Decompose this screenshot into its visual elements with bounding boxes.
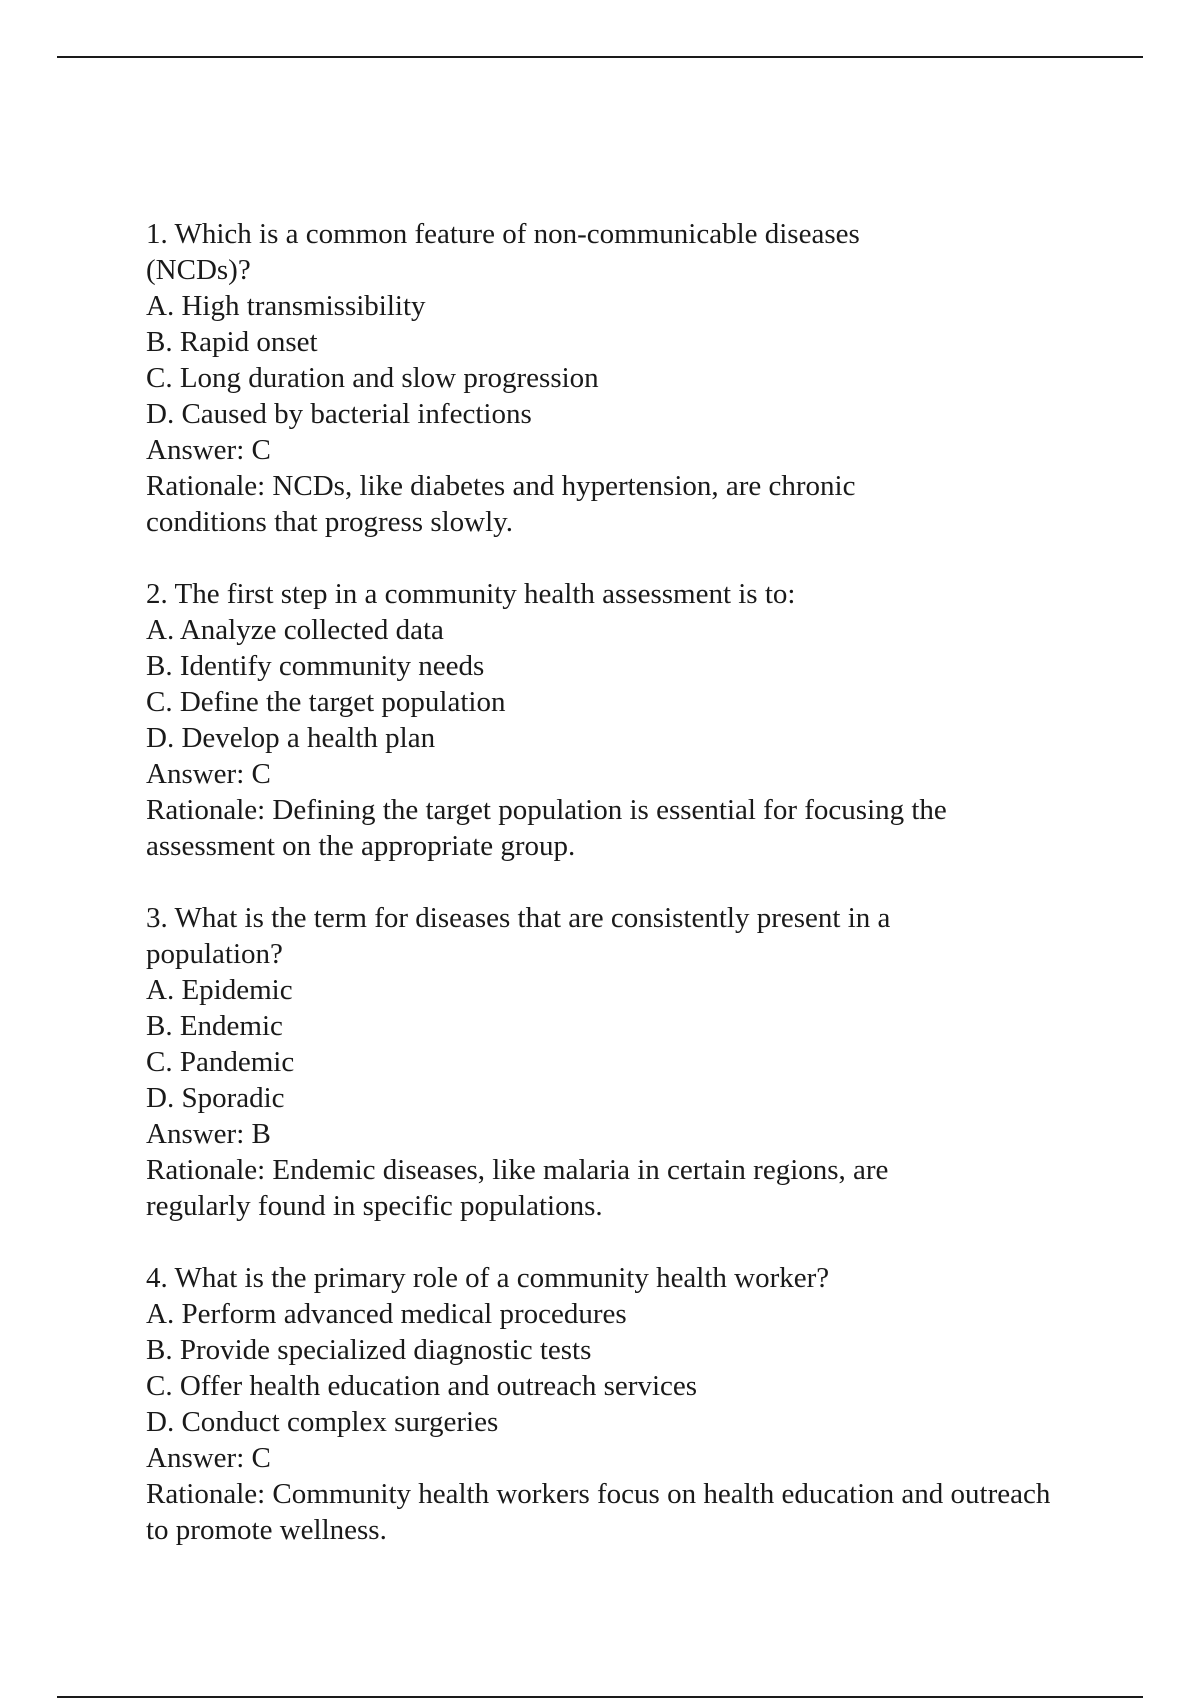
- option-b: B. Endemic: [146, 1010, 283, 1042]
- answer: Answer: C: [146, 758, 271, 790]
- rationale: Rationale: Community health workers focus on health education and outreach to promote wellness.: [146, 1478, 1058, 1546]
- answer: Answer: C: [146, 434, 271, 466]
- option-c: C. Long duration and slow progression: [146, 362, 599, 394]
- question-stem: 2. The first step in a community health assessment is to:: [146, 578, 796, 610]
- question-stem: 3. What is the term for diseases that are consistently present in a population?: [146, 902, 898, 970]
- question-3: [146, 900, 1066, 1224]
- option-a: A. Perform advanced medical procedures: [146, 1298, 627, 1330]
- option-d: D. Sporadic: [146, 1082, 285, 1114]
- document-body: [146, 216, 1066, 1584]
- option-a: A. Analyze collected data: [146, 614, 444, 646]
- option-d: D. Develop a health plan: [146, 722, 436, 754]
- question-stem: 1. Which is a common feature of non-communicable diseases (NCDs)?: [146, 218, 868, 286]
- bottom-divider: [57, 1696, 1143, 1698]
- option-d: D. Caused by bacterial infections: [146, 398, 532, 430]
- option-a: A. Epidemic: [146, 974, 293, 1006]
- option-b: B. Rapid onset: [146, 326, 318, 358]
- question-2: [146, 576, 1066, 864]
- option-c: C. Offer health education and outreach services: [146, 1370, 698, 1402]
- option-b: B. Provide specialized diagnostic tests: [146, 1334, 592, 1366]
- question-4: [146, 1260, 1066, 1548]
- question-1: [146, 216, 946, 540]
- option-d: D. Conduct complex surgeries: [146, 1406, 499, 1438]
- top-divider: [57, 56, 1143, 58]
- rationale: Rationale: Defining the target population is essential for focusing the assessment on the appropriate group.: [146, 794, 955, 862]
- rationale: Rationale: NCDs, like diabetes and hypertension, are chronic conditions that progress slowly.: [146, 470, 863, 538]
- option-a: A. High transmissibility: [146, 290, 426, 322]
- question-stem: 4. What is the primary role of a community health worker?: [146, 1262, 830, 1294]
- answer: Answer: C: [146, 1442, 271, 1474]
- option-b: B. Identify community needs: [146, 650, 485, 682]
- answer: Answer: B: [146, 1118, 271, 1150]
- rationale: Rationale: Endemic diseases, like malaria in certain regions, are regularly found in specific populations.: [146, 1154, 896, 1222]
- option-c: C. Pandemic: [146, 1046, 295, 1078]
- option-c: C. Define the target population: [146, 686, 506, 718]
